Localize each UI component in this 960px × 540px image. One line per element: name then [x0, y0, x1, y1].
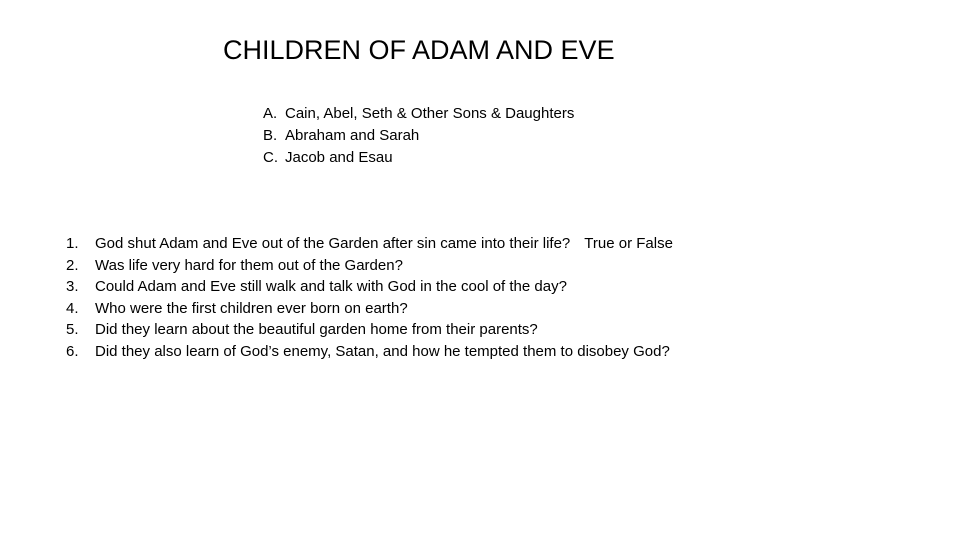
question-number: 2.	[66, 256, 79, 274]
topic-text: Jacob and Esau	[285, 149, 393, 166]
true-or-false-label: True or False	[584, 235, 673, 252]
question-item	[66, 319, 673, 341]
question-number: 5.	[66, 321, 79, 338]
question-text: Was life very hard for them out of the Garden?	[95, 256, 403, 274]
question-number: 4.	[66, 299, 79, 317]
topic-list	[263, 103, 574, 169]
question-text: Did they also learn of God’s enemy, Satan, and how he tempted them to disobey God?	[95, 342, 670, 360]
question-item	[66, 233, 673, 255]
topic-text: Abraham and Sarah	[285, 127, 420, 144]
topic-marker: A.	[263, 105, 278, 122]
question-text: God shut Adam and Eve out of the Garden after sin came into their life?	[95, 235, 571, 252]
topic-item	[263, 147, 574, 169]
question-item	[66, 298, 673, 320]
topic-text: Cain, Abel, Seth & Other Sons & Daughters	[285, 105, 575, 122]
question-number: 3.	[66, 278, 79, 295]
question-number: 6.	[66, 342, 79, 360]
question-item	[66, 341, 673, 363]
question-text: Who were the first children ever born on earth?	[95, 299, 408, 317]
topic-marker: B.	[263, 127, 278, 144]
question-item	[66, 255, 673, 277]
spacer	[570, 233, 584, 255]
question-list	[66, 233, 673, 362]
topic-item	[263, 103, 574, 125]
question-number: 1.	[66, 235, 79, 252]
topic-item	[263, 125, 574, 147]
topic-marker: C.	[263, 149, 278, 166]
question-item	[66, 276, 673, 298]
question-text: Could Adam and Eve still walk and talk with God in the cool of the day?	[95, 278, 567, 295]
question-text: Did they learn about the beautiful garden home from their parents?	[95, 321, 538, 338]
slide-title: CHILDREN OF ADAM AND EVE	[223, 35, 615, 65]
